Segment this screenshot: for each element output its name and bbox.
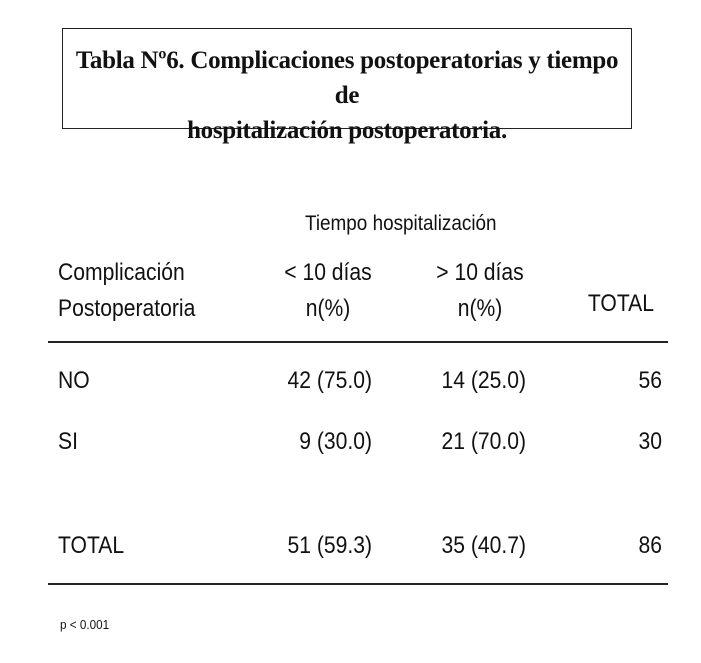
- cell-total-lt10: 51 (59.3): [287, 532, 372, 559]
- row-header-line-2: Postoperatoria: [58, 295, 196, 322]
- column-header-gt10-line-1: > 10 días: [436, 259, 524, 286]
- cell-no-lt10: 42 (75.0): [287, 367, 372, 394]
- row-header-line-1: Complicación: [58, 259, 185, 286]
- column-header-total: TOTAL: [587, 290, 654, 317]
- cell-total-gt10: 35 (40.7): [441, 532, 526, 559]
- column-header-lt10-line-1: < 10 días: [284, 259, 372, 286]
- header-divider: [48, 341, 668, 343]
- bottom-divider: [48, 583, 668, 585]
- cell-total-total: 86: [638, 532, 662, 559]
- row-label-no: NO: [58, 367, 90, 394]
- table-title: [62, 28, 632, 144]
- group-header: Tiempo hospitalización: [305, 212, 497, 235]
- cell-si-lt10: 9 (30.0): [299, 428, 372, 455]
- row-label-total: TOTAL: [58, 532, 125, 559]
- cell-no-total: 56: [638, 367, 662, 394]
- row-label-si: SI: [58, 428, 78, 455]
- p-value-footnote: p < 0.001: [60, 617, 110, 632]
- column-header-gt10-line-2: n(%): [457, 295, 503, 322]
- table-title-line-1: Tabla Nº6. Complicaciones postoperatorias y tiempo de: [75, 47, 619, 109]
- table-title-line-2: hospitalización postoperatoria.: [187, 117, 507, 144]
- cell-si-total: 30: [638, 428, 662, 455]
- cell-no-gt10: 14 (25.0): [441, 367, 526, 394]
- column-header-lt10-line-2: n(%): [305, 295, 351, 322]
- cell-si-gt10: 21 (70.0): [441, 428, 526, 455]
